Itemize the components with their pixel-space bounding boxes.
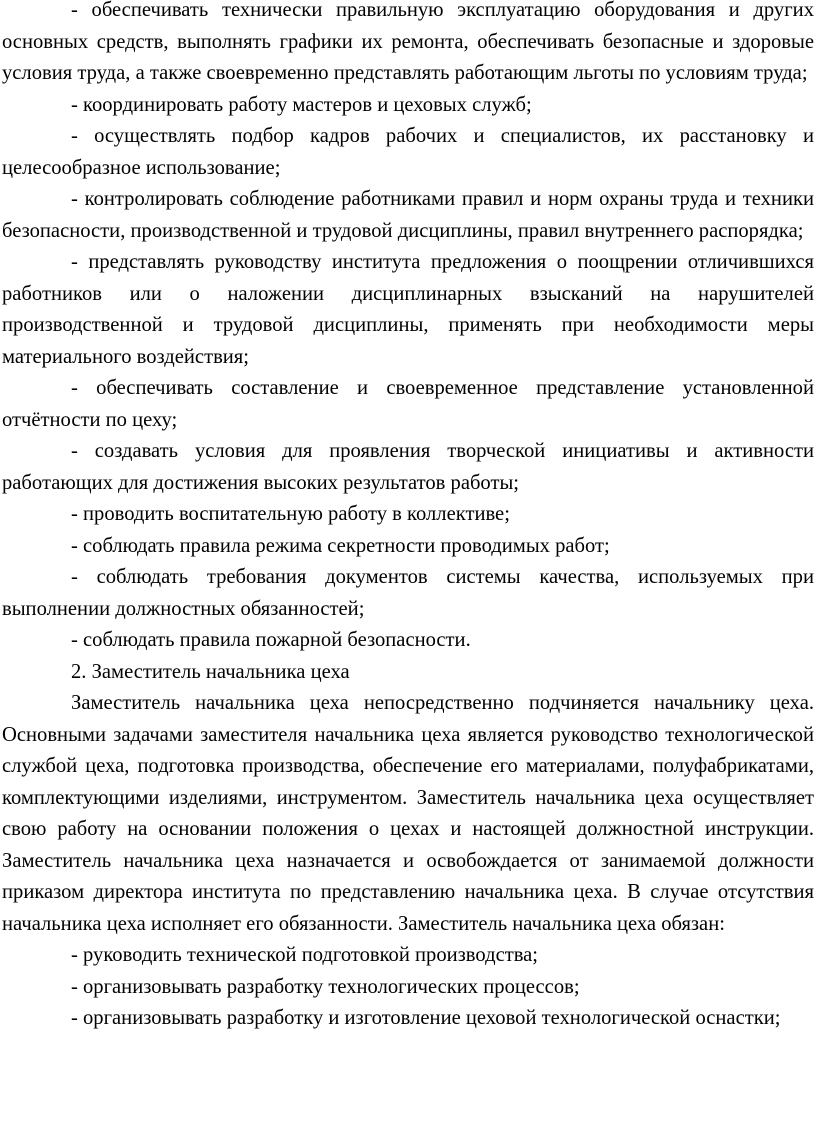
section-heading-deputy: 2. Заместитель начальника цеха	[71, 660, 350, 683]
deputy-description: Заместитель начальника цеха непосредственно подчиняется начальнику цеха. Основными задачами заместителя начальника цеха является руководство технологической службой цеха, подготовка производства, обеспечение его материалами, полуфабрикатами, комплектующими изделиями, инструментом. Заместитель начальника цеха осуществляет свою работу на основании положения о цехах и настоящей должностной инструкции. Заместитель начальника цеха назначается и освобождается от занимаемой должности приказом директора института по представлению начальника цеха. В случае отсутствия начальника цеха исполняет его обязанности. Заместитель начальника цеха обязан:	[2, 692, 814, 935]
duty-equipment-operation: - обеспечивать технически правильную эксплуатацию оборудования и других основных средств, выполнять графики их ремонта, обеспечивать безопасные и здоровые условия труда, а также своевременно представлять работающим льготы по условиям труда;	[2, 0, 814, 84]
duty-rewards-penalties: - представлять руководству института предложения о поощрении отличившихся работников или о наложении дисциплинарных взысканий на нарушителей производственной и трудовой дисциплины, применять при необходимости меры материального воздействия;	[2, 251, 814, 368]
duty-coordinate-masters: - координировать работу мастеров и цеховых служб;	[71, 93, 532, 116]
duty-initiative-conditions: - создавать условия для проявления творческой инициативы и активности работающих для достижения высоких результатов работы;	[2, 440, 814, 494]
duty-secrecy-rules: - соблюдать правила режима секретности проводимых работ;	[71, 534, 610, 557]
duty-educational-work: - проводить воспитательную работу в коллективе;	[71, 503, 510, 525]
deputy-duty-tooling: - организовывать разработку и изготовление цеховой технологической оснастки;	[71, 1007, 781, 1029]
deputy-duty-tech-processes: - организовывать разработку технологических процессов;	[71, 975, 580, 998]
duty-safety-control: - контролировать соблюдение работниками правил и норм охраны труда и техники безопасности, производственной и трудовой дисциплины, правил внутреннего распорядка;	[2, 188, 814, 242]
deputy-duty-tech-preparation: - руководить технической подготовкой производства;	[71, 944, 539, 966]
duty-quality-system: - соблюдать требования документов системы качества, используемых при выполнении должностных обязанностей;	[2, 566, 814, 620]
duty-reporting: - обеспечивать составление и своевременное представление установленной отчётности по цеху;	[2, 377, 814, 431]
duty-fire-safety: - соблюдать правила пожарной безопасности.	[71, 629, 471, 651]
duty-staff-selection: - осуществлять подбор кадров рабочих и специалистов, их расстановку и целесообразное использование;	[2, 125, 814, 179]
